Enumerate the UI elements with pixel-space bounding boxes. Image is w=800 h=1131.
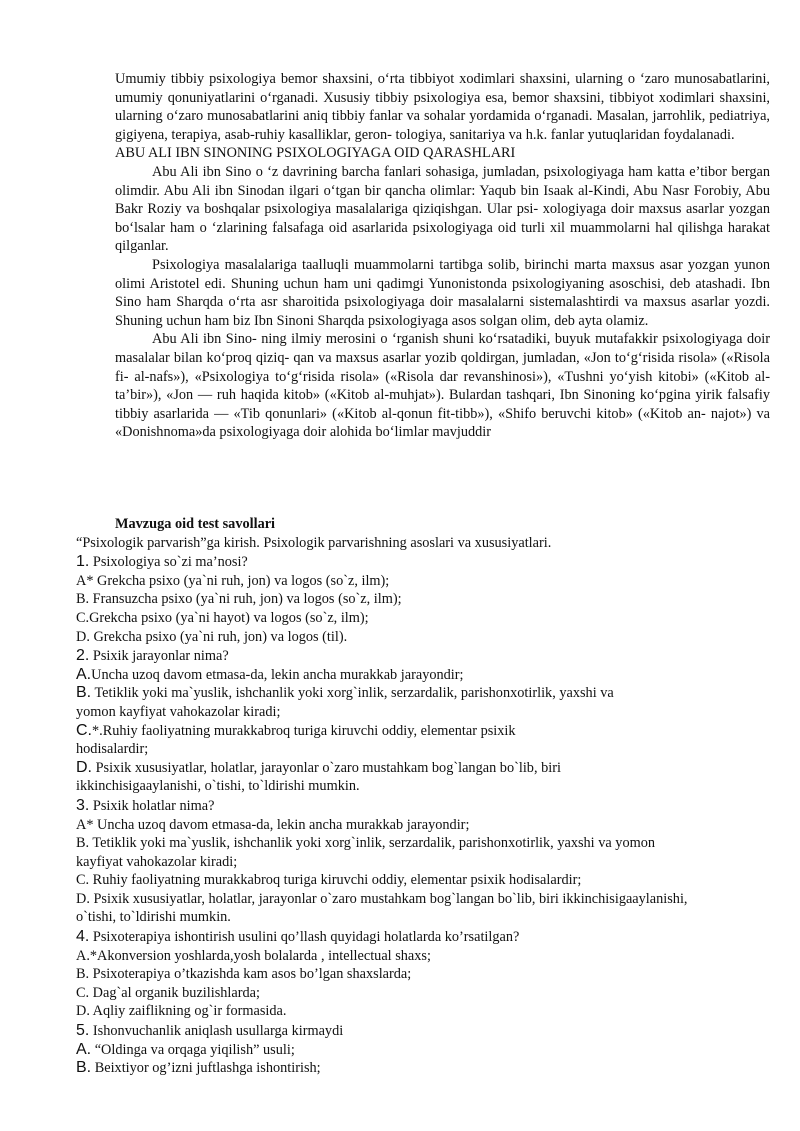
question-5 xyxy=(76,1022,776,1041)
paragraph-ibn-sino-2: Psixologiya masalalariga taalluqli muammolarni tartibga solib, birinchi marta maxsus asar yozgan yunon olimi Aristotel edi. Shuning uchun ham uni qadimgi Yunonistonda psixologiyaning asoschisi, deb atashadi. Ibn Sino ham Sharqda o‘rta asr sharoitida psixologiyaga doir masalalarni sistemalashtirdi va maxsus asarlar yozdi. Shuning uchun ham biz Ibn Sinoni Sharqda psixologiyaga asos solgan olim, deb ayta olamiz. xyxy=(115,256,770,329)
question-text: Psixik jarayonlar nima? xyxy=(89,648,229,665)
question-4 xyxy=(76,928,776,947)
answer-option-c: C. Ruhiy faoliyatning murakkabroq turiga kiruvchi oddiy, elementar psixik hodisalardir; xyxy=(76,872,582,889)
answer-option-b: B. Psixoterapiya o’tkazishda kam asos bo’lgan shaxslarda; xyxy=(76,966,412,983)
answer-option-d xyxy=(76,759,776,778)
question-3 xyxy=(76,797,776,816)
answer-option-c xyxy=(76,722,776,741)
answer-option-a: A.*Akonversion yoshlarda,yosh bolalarda , intellectual shaxs; xyxy=(76,947,431,964)
paragraph-general-psychology: Umumiy tibbiy psixologiya bemor shaxsini, o‘rta tibbiyot xodimlari shaxsini, ularning o ‘zaro munosabatlarini, umumiy qonuniyatlarini o‘rganadi. Xususiy tibbiy psixologiya esa, bemor shaxsini, tibbiyot xodimlari shaxsini, ularning o‘zaro munosabatlarini aniq tibbiy fanlar va sohalar yordamida o‘rganadi. Masalan, jarrohlik, pediatriya, gigiyena, terapiya, asab-ruhiy kasalliklar, geron- tologiya, sanitariya va h.k. fanlar yutuqlaridan foydalanadi. xyxy=(115,71,770,143)
question-number: 5. xyxy=(76,1022,90,1040)
question-1 xyxy=(76,553,776,572)
option-text: Uncha uzoq davom etmasa-da, lekin ancha murakkab jarayondir; xyxy=(91,666,464,683)
answer-option-d: D. Aqliy zaiflikning og`ir formasida. xyxy=(76,1003,287,1020)
question-text: Psixik holatlar nima? xyxy=(89,797,215,814)
option-text: “Oldinga va orqaga yiqilish” usuli; xyxy=(91,1041,295,1058)
answer-option-d: D. Grekcha psixo (ya`ni ruh, jon) va logos (til). xyxy=(76,628,348,645)
answer-option-c: C. Dag`al organik buzilishlarda; xyxy=(76,984,260,1001)
option-text: Psixik xususiyatlar, holatlar, jarayonlar o`zaro mustahkam bog`langan bo`lib, biri xyxy=(92,759,561,776)
answer-option-a: A* Uncha uzoq davom etmasa-da, lekin ancha murakkab jarayondir; xyxy=(76,816,470,833)
option-text: Tetiklik yoki ma`yuslik, ishchanlik yoki xorg`inlik, serzardalik, parishonxotirlik, yaxshi va xyxy=(91,685,614,702)
option-text: Beixtiyor og’izni juftlashga ishontirish; xyxy=(91,1060,321,1077)
test-questions-section xyxy=(76,515,776,1078)
question-number: 2. xyxy=(76,647,90,665)
option-text: *.Ruhiy faoliyatning murakkabroq turiga kiruvchi oddiy, elementar psixik xyxy=(92,722,516,739)
answer-option-a xyxy=(76,666,776,685)
option-letter: A. xyxy=(76,665,92,683)
question-number: 4. xyxy=(76,928,90,946)
question-text: Psixologiya so`zi ma’nosi? xyxy=(89,554,248,571)
section-heading: ABU ALI IBN SINONING PSIXOLOGIYAGA OID QARASHLARI xyxy=(115,145,516,162)
answer-option-b: B. Tetiklik yoki ma`yuslik, ishchanlik yoki xorg`inlik, serzardalik, parishonxotirlik, yaxshi va yomon xyxy=(76,835,656,852)
question-number: 3. xyxy=(76,796,90,814)
answer-option-d-continued: o`tishi, to`ldirishi mumkin. xyxy=(76,909,231,926)
option-letter: B. xyxy=(76,684,92,702)
question-2 xyxy=(76,647,776,666)
answer-option-d: D. Psixik xususiyatlar, holatlar, jarayonlar o`zaro mustahkam bog`langan bo`lib, biri ikkinchisigaaylanishi, xyxy=(76,890,688,907)
paragraph-ibn-sino-1: Abu Ali ibn Sino o ‘z davrining barcha fanlari sohasiga, jumladan, psixologiyaga ham katta e’tibor bergan olimdir. Abu Ali ibn Sinodan ilgari o‘tgan bir qancha olimlar: Yaqub bin Isaak al-Kindi, Abu Nasr Forobiy, Abu Bakr Roziy va boshqalar psixologiya masalalariga qiziqishgan. Ular psi- xologiyaga doir maxsus asarlar yozgan bo‘lsalar ham o ‘zlarining falsafaga oid asarlarida psixologiyaga oid turli xil muammolarni hal qilishga harakat qilganlar. xyxy=(115,163,770,255)
option-letter: B. xyxy=(76,1059,92,1077)
option-letter: A. xyxy=(76,1040,92,1058)
answer-option-b-continued: yomon kayfiyat vahokazolar kiradi; xyxy=(76,703,281,720)
option-letter: D. xyxy=(76,758,92,776)
question-number: 1. xyxy=(76,553,90,571)
option-letter: C. xyxy=(76,721,92,739)
answer-option-b: B. Fransuzcha psixo (ya`ni ruh, jon) va logos (so`z, ilm); xyxy=(76,591,402,608)
test-subtitle: “Psixologik parvarish”ga kirish. Psixologik parvarishning asoslari va xususiyatlari. xyxy=(76,534,552,551)
answer-option-a xyxy=(76,1041,776,1060)
question-text: Ishonvuchanlik aniqlash usullarga kirmaydi xyxy=(89,1023,344,1040)
answer-option-c-continued: hodisalardir; xyxy=(76,741,149,758)
intro-section xyxy=(115,70,770,442)
question-text: Psixoterapiya ishontirish usulini qo’llash quyidagi holatlarda ko’rsatilgan? xyxy=(89,929,520,946)
test-title: Mavzuga oid test savollari xyxy=(115,516,276,532)
answer-option-b xyxy=(76,1059,776,1078)
answer-option-c: C.Grekcha psixo (ya`ni hayot) va logos (so`z, ilm); xyxy=(76,609,369,626)
answer-option-a: A* Grekcha psixo (ya`ni ruh, jon) va logos (so`z, ilm); xyxy=(76,572,390,589)
answer-option-b-continued: kayfiyat vahokazolar kiradi; xyxy=(76,853,238,870)
answer-option-d-continued: ikkinchisigaaylanishi, o`tishi, to`ldirishi mumkin. xyxy=(76,778,360,795)
answer-option-b xyxy=(76,684,776,703)
paragraph-ibn-sino-3: Abu Ali ibn Sino- ning ilmiy merosini o ‘rganish shuni ko‘rsatadiki, buyuk mutafakkir psixologiyaga doir masalalar bilan ko‘proq qiziq- qan va maxsus asarlar yozib qoldirgan, jumladan, «Jon to‘g‘risida risola» («Risola fi- al-nafs»), «Psixologiya to‘g‘risida risola» («Risola dar revanshinosi»), «Tushni yo‘yish kitobi» («Kitob al-ta’bir»), «Jon — ruh haqida kitob» («Kitob al-muhjat»). Bulardan tashqari, Ibn Sinoning ko‘pgina yirik falsafiy tibbiy asarlarida — «Tib qonunlari» («Kitob al-qonun fit-tibb»), «Shifo beruvchi kitob» («Kitob an- najot») va «Donishnoma»da psixologiyaga doir alohida bo‘limlar mavjuddir xyxy=(115,331,770,441)
